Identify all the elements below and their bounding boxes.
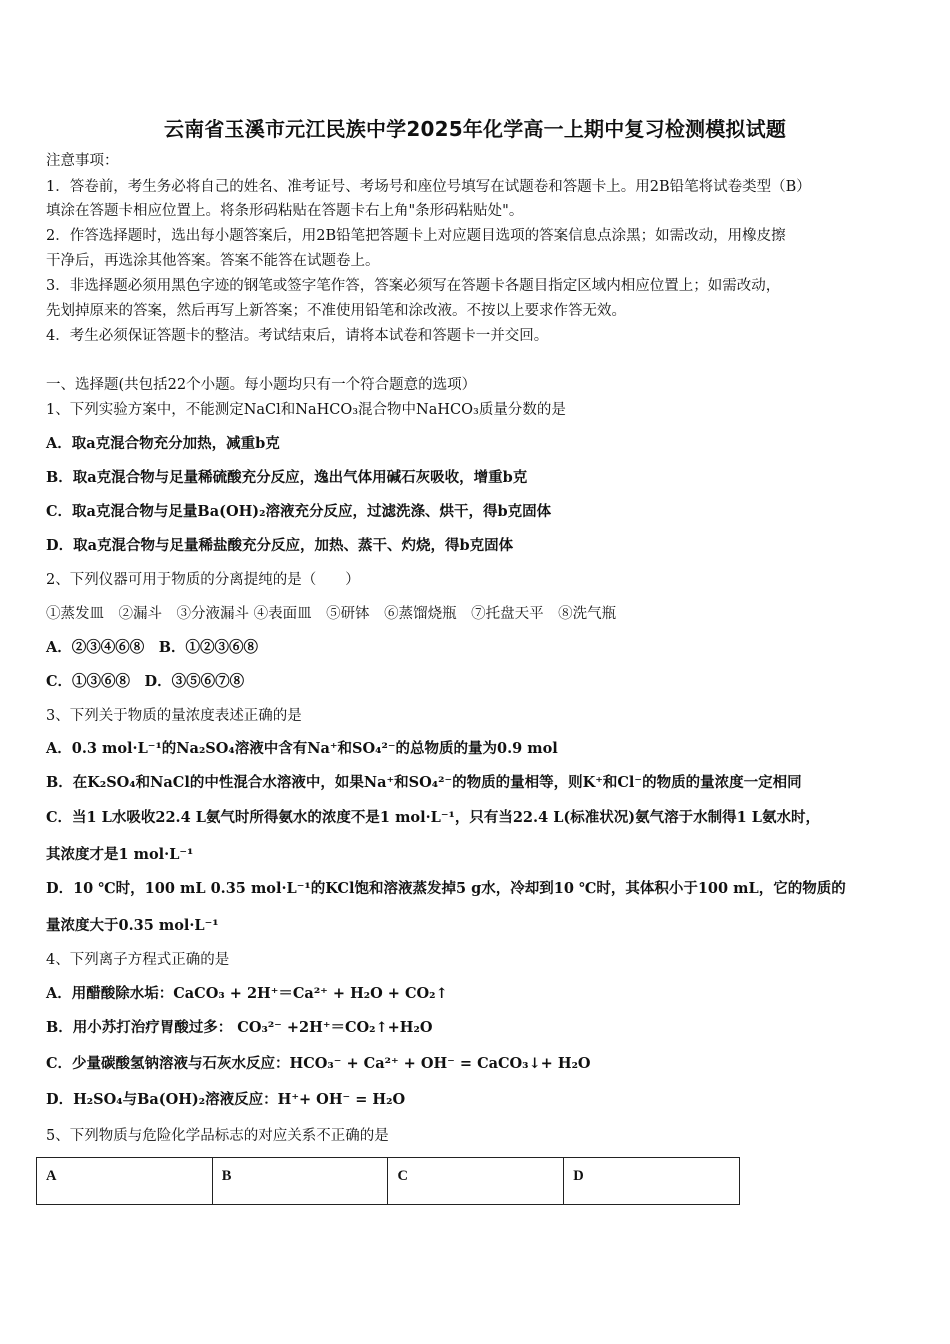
table-cell-b: B (212, 1158, 388, 1205)
page-title: 云南省玉溪市元江民族中学2025年化学高一上期中复习检测模拟试题 (163, 117, 787, 141)
q3-option-d: D．10 ℃时，100 mL 0.35 mol·L⁻¹的KCl饱和溶液蒸发掉5 g水，冷却到10 ℃时，其体积小于100 mL，它的物质的 (46, 880, 846, 897)
q3-option-b: B．在K₂SO₄和NaCl的中性混合水溶液中，如果Na⁺和SO₄²⁻的物质的量相等，则K⁺和Cl⁻的物质的量浓度一定相同 (46, 774, 802, 791)
q1-stem: 1、下列实验方案中，不能测定NaCl和NaHCO₃混合物中NaHCO₃质量分数的是 (46, 402, 566, 418)
q4-option-c: C．少量碳酸氢钠溶液与石灰水反应：HCO₃⁻ + Ca²⁺ + OH⁻ = CaCO₃↓+ H₂O (46, 1055, 591, 1072)
table-cell-a: A (37, 1158, 213, 1205)
q2-items: ①蒸发皿 ②漏斗 ③分液漏斗 ④表面皿 ⑤研钵 ⑥蒸馏烧瓶 ⑦托盘天平 ⑧洗气瓶 (46, 606, 617, 622)
table-cell-d: D (564, 1158, 740, 1205)
q5-stem: 5、下列物质与危险化学品标志的对应关系不正确的是 (46, 1128, 389, 1144)
notice-line: 2．作答选择题时，选出每小题答案后，用2B铅笔把答题卡上对应题目选项的答案信息点涂黑；如需改动，用橡皮擦 (46, 228, 786, 244)
section-heading: 一、选择题(共包括22个小题。每小题均只有一个符合题意的选项） (46, 377, 477, 393)
q4-option-d: D．H₂SO₄与Ba(OH)₂溶液反应：H⁺+ OH⁻ = H₂O (46, 1091, 406, 1108)
q4-stem: 4、下列离子方程式正确的是 (46, 952, 230, 968)
notice-line: 干净后，再选涂其他答案。答案不能答在试题卷上。 (46, 253, 380, 269)
q1-option-d: D．取a克混合物与足量稀盐酸充分反应，加热、蒸干、灼烧，得b克固体 (46, 537, 514, 554)
q1-option-c: C．取a克混合物与足量Ba(OH)₂溶液充分反应，过滤洗涤、烘干，得b克固体 (46, 503, 552, 520)
q2-options-ab: A．②③④⑥⑧ B．①②③⑥⑧ (46, 639, 259, 656)
q3-stem: 3、下列关于物质的量浓度表述正确的是 (46, 708, 302, 724)
q3-option-a: A．0.3 mol·L⁻¹的Na₂SO₄溶液中含有Na⁺和SO₄²⁻的总物质的量为0.9 mol (46, 740, 558, 757)
notice-line: 4．考生必须保证答题卡的整洁。考试结束后，请将本试卷和答题卡一并交回。 (46, 328, 549, 344)
notice-line: 填涂在答题卡相应位置上。将条形码粘贴在答题卡右上角"条形码粘贴处"。 (46, 203, 524, 219)
q1-option-b: B．取a克混合物与足量稀硫酸充分反应，逸出气体用碱石灰吸收，增重b克 (46, 469, 528, 486)
table-row (37, 1158, 740, 1205)
q3-option-c: C．当1 L水吸收22.4 L氨气时所得氨水的浓度不是1 mol·L⁻¹，只有当22.4 L(标准状况)氨气溶于水制得1 L氨水时， (46, 809, 820, 826)
q4-option-b: B．用小苏打治疗胃酸过多： CO₃²⁻ +2H⁺＝CO₂↑+H₂O (46, 1019, 433, 1036)
q5-answer-table (36, 1157, 740, 1205)
notice-heading: 注意事项： (46, 153, 119, 169)
table-cell-c: C (388, 1158, 564, 1205)
q3-option-c-cont: 其浓度才是1 mol·L⁻¹ (46, 846, 194, 863)
q4-option-a: A．用醋酸除水垢：CaCO₃ + 2H⁺＝Ca²⁺ + H₂O + CO₂↑ (46, 985, 448, 1002)
notice-line: 1．答卷前，考生务必将自己的姓名、准考证号、考场号和座位号填写在试题卷和答题卡上。用2B铅笔将试卷类型（B） (46, 179, 811, 195)
q3-option-d-cont: 量浓度大于0.35 mol·L⁻¹ (46, 917, 219, 934)
notice-line: 先划掉原来的答案，然后再写上新答案；不准使用铅笔和涂改液。不按以上要求作答无效。 (46, 303, 626, 319)
notice-line: 3．非选择题必须用黑色字迹的钢笔或签字笔作答，答案必须写在答题卡各题目指定区域内相应位置上；如需改动， (46, 278, 781, 294)
q1-option-a: A．取a克混合物充分加热，减重b克 (46, 435, 280, 452)
q2-options-cd: C．①③⑥⑧ D．③⑤⑥⑦⑧ (46, 673, 245, 690)
q2-stem: 2、下列仪器可用于物质的分离提纯的是（ ） (46, 572, 360, 588)
